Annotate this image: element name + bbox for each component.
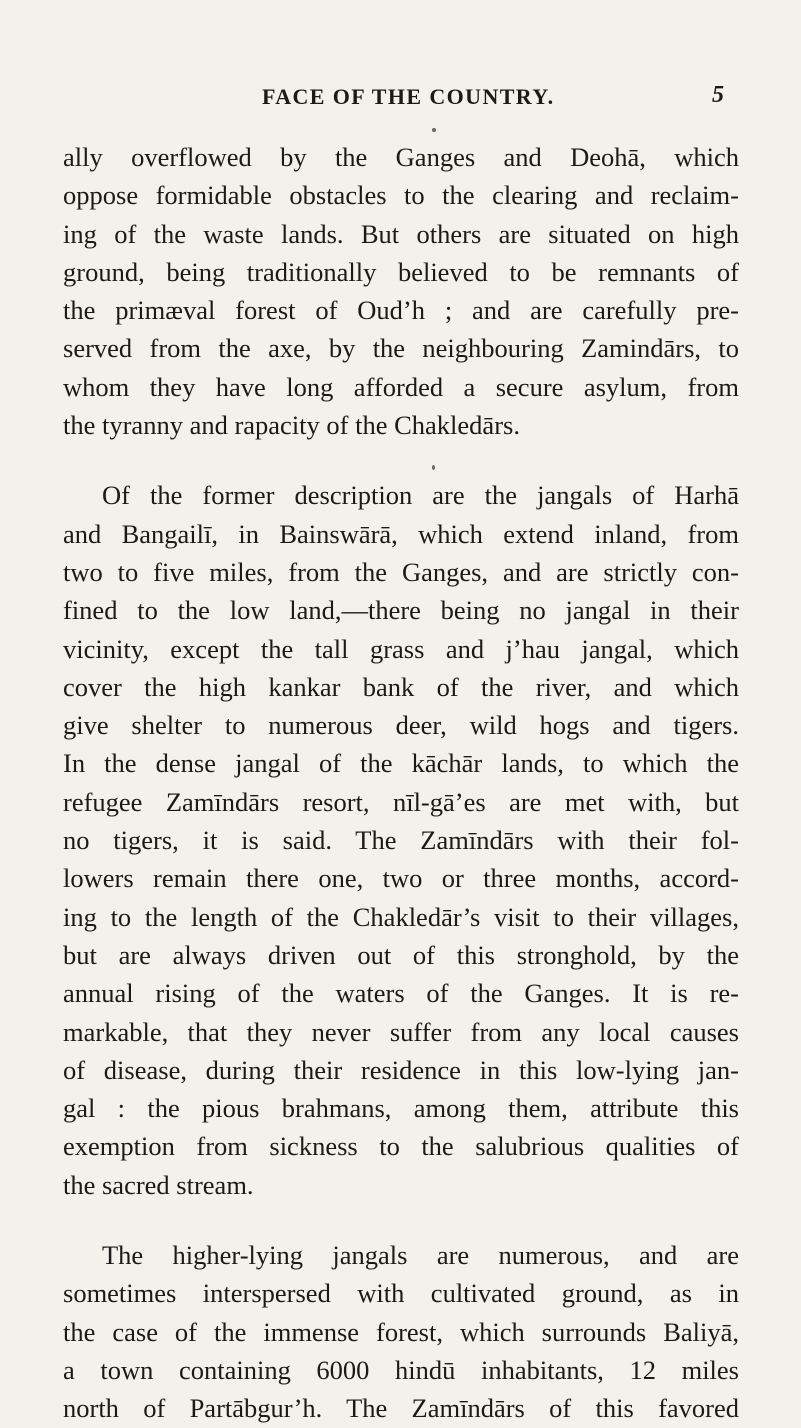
text-line: exemption from sickness to the salubrious qualities of (63, 1131, 739, 1162)
text-line: ing to the length of the Chakledār’s visit to their villages, (63, 901, 739, 932)
text-line: sometimes interspersed with cultivated ground, as in (63, 1278, 739, 1309)
text-line: ground, being traditionally believed to be remnants of (63, 256, 739, 287)
paragraph-3 (63, 1236, 739, 1427)
text-line: Of the former description are the jangals of Harhā (102, 480, 739, 511)
text-line: lowers remain there one, two or three months, accord- (63, 863, 739, 894)
text-line: fined to the low land,—there being no jangal in their (63, 595, 739, 626)
page-number: 5 (712, 82, 724, 108)
body-text (63, 138, 739, 1428)
text-line: The higher-lying jangals are numerous, and are (102, 1240, 739, 1271)
text-line: vicinity, except the tall grass and j’hau jangal, which (63, 633, 739, 664)
text-line: markable, that they never suffer from any local causes (63, 1016, 739, 1047)
text-line: gal : the pious brahmans, among them, attribute this (63, 1093, 739, 1124)
text-line: give shelter to numerous deer, wild hogs and tigers. (63, 710, 739, 741)
text-line: In the dense jangal of the kāchār lands, to which the (63, 748, 739, 779)
running-header (0, 84, 801, 114)
text-line: the case of the immense forest, which surrounds Baliyā, (63, 1316, 739, 1347)
text-line: two to five miles, from the Ganges, and are strictly con- (63, 556, 739, 587)
text-line: the sacred stream. (63, 1169, 254, 1200)
text-line: the tyranny and rapacity of the Chakledārs. (63, 410, 520, 441)
text-line: refugee Zamīndārs resort, nīl-gā’es are met with, but (63, 786, 739, 817)
text-line: served from the axe, by the neighbouring Zamindārs, to (63, 333, 739, 364)
text-line: no tigers, it is said. The Zamīndārs with their fol- (63, 825, 739, 856)
text-line: of disease, during their residence in this low-lying jan- (63, 1054, 739, 1085)
text-line: oppose formidable obstacles to the clearing and reclaim- (63, 180, 739, 211)
text-line: ing of the waste lands. But others are situated on high (63, 218, 739, 249)
text-line: and Bangailī, in Bainswārā, which extend inland, from (63, 518, 739, 549)
print-speck (432, 128, 436, 132)
text-line: cover the high kankar bank of the river, and which (63, 671, 739, 702)
text-line: the primæval forest of Oud’h ; and are carefully pre- (63, 295, 739, 326)
running-title: FACE OF THE COUNTRY. (262, 84, 555, 109)
text-line: ally overflowed by the Ganges and Deohā, which (63, 142, 739, 172)
text-line: a town containing 6000 hindū inhabitants, 12 miles (63, 1354, 739, 1385)
text-line: but are always driven out of this stronghold, by the (63, 939, 739, 970)
text-line: annual rising of the waters of the Ganges. It is re- (63, 978, 739, 1009)
paragraph-1 (63, 138, 739, 444)
text-line: whom they have long afforded a secure asylum, from (63, 371, 739, 402)
paragraph-2 (63, 476, 739, 1204)
text-line: north of Partābgur’h. The Zamīndārs of this favored (63, 1393, 739, 1424)
